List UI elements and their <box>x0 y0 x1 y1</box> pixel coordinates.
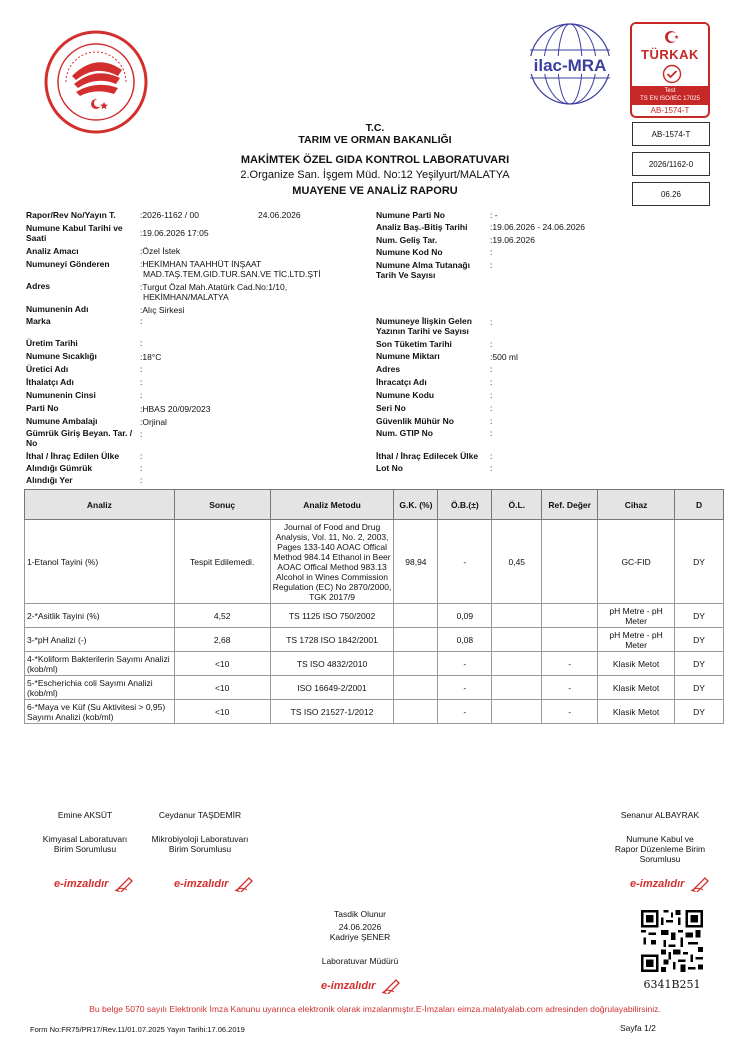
field-label: Rapor/Rev No/Yayın T. <box>26 210 116 220</box>
table-cell <box>492 604 542 628</box>
field-label: Numune Kodu <box>376 390 435 400</box>
col-header: Analiz <box>25 490 175 520</box>
turkak-accreditation-badge <box>630 22 710 118</box>
esign-sample-acceptance: e-imzalıdır <box>630 876 711 892</box>
table-cell: Klasik Metot <box>598 700 675 724</box>
field-value: : <box>140 316 143 326</box>
crescent-star-icon <box>663 28 681 46</box>
table-cell: 6-*Maya ve Küf (Su Aktivitesi > 0,95) Sayımı Analizi (kob/ml) <box>25 700 175 724</box>
field-label: Numune Miktarı <box>376 351 440 361</box>
signature-block-chemistry <box>30 810 140 854</box>
table-cell: DY <box>675 628 724 652</box>
table-cell <box>394 604 438 628</box>
field-label: Num. GTIP No <box>376 428 433 438</box>
field-value: : <box>490 463 493 473</box>
approval-date: 24.06.2026 <box>338 922 382 932</box>
col-header: G.K. (%) <box>394 490 438 520</box>
table-row <box>25 652 724 676</box>
table-cell: DY <box>675 652 724 676</box>
table-cell: <10 <box>174 676 270 700</box>
signer-title-cont: Rapor Düzenleme Birim <box>614 844 706 854</box>
field-value: :Alıç Sirkesi <box>140 305 185 315</box>
field-label: Son Tüketim Tarihi <box>376 339 452 349</box>
approval-title: Laboratuvar Müdürü <box>321 956 399 966</box>
col-header: Ref. Değer <box>542 490 598 520</box>
field-label: Numune Alma Tutanağı <box>376 260 470 270</box>
table-cell <box>394 700 438 724</box>
field-value: : <box>140 364 143 374</box>
field-value: :HBAS 20/09/2023 <box>140 404 211 414</box>
header-tc: T.C. <box>365 122 385 134</box>
field-label: Numune Parti No <box>376 210 445 220</box>
field-value: : <box>140 463 143 473</box>
table-cell <box>492 676 542 700</box>
checkmark-seal-icon <box>659 64 685 84</box>
approval-name: Kadriye ŞENER <box>329 932 391 942</box>
table-cell: 4,52 <box>174 604 270 628</box>
col-header: Ö.B.(±) <box>438 490 492 520</box>
table-cell: TS ISO 21527-1/2012 <box>270 700 394 724</box>
table-cell: ISO 16649-2/2001 <box>270 676 394 700</box>
table-cell: 0,45 <box>492 520 542 604</box>
signer-name: Emine AKSÜT <box>57 810 113 820</box>
table-cell <box>542 628 598 652</box>
esign-chemistry: e-imzalıdır <box>54 876 135 892</box>
table-cell: <10 <box>174 700 270 724</box>
signature-block-sample-acceptance <box>600 810 720 864</box>
table-cell: Klasik Metot <box>598 652 675 676</box>
table-cell <box>394 652 438 676</box>
report-number-box: 2026/1162-0 <box>632 152 710 176</box>
table-row <box>25 520 724 604</box>
signer-title: Mikrobiyoloji Laboratuvarı <box>151 834 249 844</box>
signer-name: Senanur ALBAYRAK <box>620 810 700 820</box>
table-cell: <10 <box>174 652 270 676</box>
field-label: Marka <box>26 316 51 326</box>
table-cell: - <box>438 676 492 700</box>
col-header: Ö.L. <box>492 490 542 520</box>
esign-approval: e-imzalıdır <box>321 978 402 994</box>
field-label: İhracatçı Adı <box>376 377 427 387</box>
legal-notice: Bu belge 5070 sayılı Elektronik İmza Kanunu uyarınca elektronik olarak imzalanmıştır.E-İmzaları eimza.malatyalab.com adresinden doğrulayabilirsiniz. <box>89 1004 661 1014</box>
table-cell: - <box>542 652 598 676</box>
field-value: :18°C <box>140 352 162 362</box>
field-label: Analiz Baş.-Bitiş Tarihi <box>376 222 468 232</box>
field-label: Num. Geliş Tar. <box>376 235 438 245</box>
field-label: İthal / İhraç Edilen Ülke <box>26 451 120 461</box>
field-label: Numune Ambalajı <box>26 416 98 426</box>
signer-name: Ceydanur TAŞDEMİR <box>158 810 242 820</box>
col-header: Sonuç <box>174 490 270 520</box>
table-row <box>25 700 724 724</box>
field-value: : <box>490 451 493 461</box>
field-value: : <box>490 317 493 327</box>
field-label: Numuneyi Gönderen <box>26 259 110 269</box>
field-label: Adres <box>26 281 51 291</box>
field-label: Gümrük Giriş Beyan. Tar. / <box>26 428 133 438</box>
field-value: :19.06.2026 <box>490 235 535 245</box>
field-value: : <box>490 260 493 270</box>
table-cell: - <box>438 520 492 604</box>
field-label: Numuneye İlişkin Gelen <box>376 316 472 326</box>
field-value: :Orjinal <box>140 417 167 427</box>
pen-icon <box>115 876 135 892</box>
lab-address: 2.Organize San. İşgem Müd. No:12 Yeşilyurt/MALATYA <box>240 169 510 181</box>
field-value: : <box>490 428 493 438</box>
turkak-code: AB-1574-T <box>632 104 708 116</box>
field-value: :500 ml <box>490 352 518 362</box>
table-cell: pH Metre - pH Meter <box>598 628 675 652</box>
table-cell: 4-*Koliform Bakterilerin Sayımı Analizi (kob/ml) <box>25 652 175 676</box>
table-cell <box>394 628 438 652</box>
table-cell <box>542 520 598 604</box>
turkak-standard: Test TS EN ISO/IEC 17025 <box>632 86 708 104</box>
table-cell: TS ISO 4832/2010 <box>270 652 394 676</box>
table-cell <box>542 604 598 628</box>
field-label: Adres <box>376 364 401 374</box>
field-value: : <box>140 338 143 348</box>
field-label-cont: No <box>26 438 38 448</box>
field-value: : <box>490 377 493 387</box>
signer-title-cont: Birim Sorumlusu <box>53 844 117 854</box>
header-ministry: TARIM VE ORMAN BAKANLIĞI <box>298 134 452 146</box>
turkak-title: TÜRKAK <box>641 47 699 62</box>
field-label: Lot No <box>376 463 403 473</box>
table-cell: - <box>542 676 598 700</box>
field-label: Seri No <box>376 403 406 413</box>
field-value: : <box>490 403 493 413</box>
col-header: D <box>675 490 724 520</box>
pen-icon <box>235 876 255 892</box>
ilac-mra-text: ilac-MRA <box>533 56 607 75</box>
table-cell <box>492 628 542 652</box>
field-label: İthalatçı Adı <box>26 377 74 387</box>
approval-label: Tasdik Olunur <box>334 909 386 919</box>
field-value-cont: MAD.TAŞ.TEM.GID.TUR.SAN.VE TİC.LTD.ŞTİ <box>143 269 321 279</box>
col-header: Analiz Metodu <box>270 490 394 520</box>
field-label: Alındığı Gümrük <box>26 463 93 473</box>
qr-code-icon[interactable] <box>641 910 703 972</box>
field-label: Analiz Amacı <box>26 246 79 256</box>
field-value: :19.06.2026 17:05 <box>140 228 209 238</box>
field-label-cont: Yazının Tarihi ve Sayısı <box>376 326 469 336</box>
table-cell: - <box>438 700 492 724</box>
signer-title-cont: Sorumlusu <box>639 854 681 864</box>
field-value: : <box>140 475 143 485</box>
ilac-mra-logo-icon <box>514 20 626 112</box>
table-header-row <box>25 490 724 520</box>
form-number: Form No:FR75/PR17/Rev.11/01.07.2025 Yayın Tarihi:17.06.2019 <box>30 1025 245 1034</box>
field-value: :Turgut Özal Mah.Atatürk Cad.No:1/10, <box>140 282 288 292</box>
verification-code: 6341B251 <box>643 978 701 991</box>
table-cell: 0,08 <box>438 628 492 652</box>
table-cell: DY <box>675 520 724 604</box>
field-label-cont: Saati <box>26 233 47 243</box>
signer-title: Numune Kabul ve <box>626 834 694 844</box>
table-cell <box>394 676 438 700</box>
report-title: MUAYENE VE ANALİZ RAPORU <box>292 185 458 197</box>
table-cell: 0,09 <box>438 604 492 628</box>
field-label: Numunenin Adı <box>26 304 89 314</box>
field-value: :HEKİMHAN TAAHHÜT İNŞAAT <box>140 259 262 269</box>
table-cell: 1-Etanol Tayini (%) <box>25 520 175 604</box>
field-label: İthal / İhraç Edilecek Ülke <box>376 451 479 461</box>
field-label: Parti No <box>26 403 59 413</box>
pen-icon <box>382 978 402 994</box>
approval-block <box>300 909 420 966</box>
field-value: :19.06.2026 - 24.06.2026 <box>490 222 586 232</box>
signer-title: Kimyasal Laboratuvarı <box>42 834 128 844</box>
table-cell <box>492 700 542 724</box>
field-label-cont: Tarih Ve Sayısı <box>376 270 436 280</box>
table-cell: GC-FID <box>598 520 675 604</box>
table-cell: 2,68 <box>174 628 270 652</box>
table-cell: DY <box>675 676 724 700</box>
field-value: : <box>490 339 493 349</box>
field-value: :2026-1162 / 00 <box>140 210 199 220</box>
signer-title-cont: Birim Sorumlusu <box>168 844 232 854</box>
field-label: Numune Kod No <box>376 247 443 257</box>
esign-microbiology: e-imzalıdır <box>174 876 255 892</box>
field-label: Numunenin Cinsi <box>26 390 96 400</box>
field-value: : <box>490 364 493 374</box>
table-cell: 3-*pH Analizi (-) <box>25 628 175 652</box>
table-cell: DY <box>675 604 724 628</box>
field-label: Numune Sıcaklığı <box>26 351 97 361</box>
accreditation-number-box: AB-1574-T <box>632 122 710 146</box>
table-row <box>25 628 724 652</box>
table-cell: Journal of Food and Drug Analysis, Vol. 11, No. 2, 2003, Pages 133-140 AOAC Offical Method 984.14 Ethanol in Beer AOAC Offical Method 983.13 Alcohol in Wines Commission Regulation (EC) No 2870/2000, TGK 2017/9 <box>270 520 394 604</box>
table-cell <box>492 652 542 676</box>
field-value: : - <box>490 210 498 220</box>
field-value: : <box>490 390 493 400</box>
table-cell: - <box>542 700 598 724</box>
field-value: : <box>140 429 143 439</box>
field-value: : <box>140 377 143 387</box>
table-cell: 2-*Asitlik Tayini (%) <box>25 604 175 628</box>
field-value: : <box>140 451 143 461</box>
field-label: Üretici Adı <box>26 364 69 374</box>
table-cell: Tespit Edilemedi. <box>174 520 270 604</box>
table-cell: 5-*Escherichia coli Sayımı Analizi (kob/ml) <box>25 676 175 700</box>
table-row <box>25 604 724 628</box>
results-table <box>24 489 724 724</box>
field-value-date: 24.06.2026 <box>258 210 301 220</box>
pen-icon <box>691 876 711 892</box>
field-value: : <box>140 390 143 400</box>
table-cell: 98,94 <box>394 520 438 604</box>
ministry-seal-icon <box>44 30 148 134</box>
field-value: :Özel İstek <box>140 246 181 256</box>
table-cell: - <box>438 652 492 676</box>
field-label: Numune Kabul Tarihi ve <box>26 223 123 233</box>
field-value: : <box>490 247 493 257</box>
table-cell: DY <box>675 700 724 724</box>
lab-name: MAKİMTEK ÖZEL GIDA KONTROL LABORATUVARI <box>240 154 510 166</box>
table-row <box>25 676 724 700</box>
report-month-box: 06.26 <box>632 182 710 206</box>
field-label: Alındığı Yer <box>26 475 73 485</box>
field-value: : <box>490 416 493 426</box>
table-cell: Klasik Metot <box>598 676 675 700</box>
signature-block-microbiology <box>140 810 260 854</box>
field-label: Güvenlik Mühür No <box>376 416 454 426</box>
table-cell: pH Metre - pH Meter <box>598 604 675 628</box>
field-value-cont: HEKİMHAN/MALATYA <box>143 292 229 302</box>
col-header: Cihaz <box>598 490 675 520</box>
table-cell: TS 1728 ISO 1842/2001 <box>270 628 394 652</box>
page-number: Sayfa 1/2 <box>620 1023 656 1033</box>
table-cell: TS 1125 ISO 750/2002 <box>270 604 394 628</box>
field-label: Üretim Tarihi <box>26 338 78 348</box>
